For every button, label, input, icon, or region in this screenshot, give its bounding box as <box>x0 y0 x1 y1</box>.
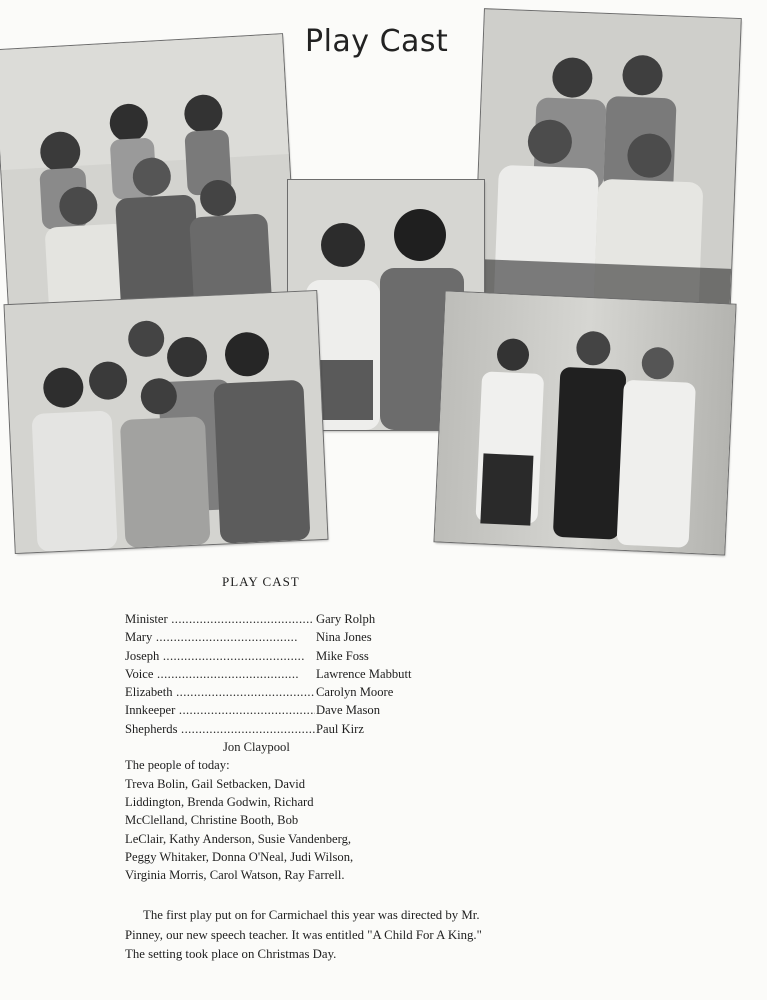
cast-actor: Lawrence Mabbutt <box>316 666 412 681</box>
cast-list <box>125 612 412 886</box>
people-line: Liddington, Brenda Godwin, Richard <box>125 794 314 809</box>
description-paragraph <box>125 906 645 965</box>
cast-role: Joseph ..... <box>125 649 315 664</box>
cast-role: Voice ..... <box>125 667 315 682</box>
cast-row <box>125 612 376 630</box>
page-title: Play Cast <box>305 24 449 59</box>
paragraph-line: Pinney, our new speech teacher. It was entitled "A Child For A King." <box>125 927 482 942</box>
people-line: Peggy Whitaker, Donna O'Neal, Judi Wilson, <box>125 849 354 864</box>
caption-heading: PLAY CAST <box>222 574 300 589</box>
extra-shepherd: Jon Claypool <box>223 740 290 755</box>
cast-row <box>125 721 364 740</box>
cast-row <box>125 648 369 667</box>
people-line: Virginia Morris, Carol Watson, Ray Farrell. <box>125 868 345 883</box>
cast-actor: Nina Jones <box>316 630 372 645</box>
people-line: McClelland, Christine Booth, Bob <box>125 813 299 828</box>
group-photo-bottom-left <box>5 291 328 553</box>
paragraph-line: The first play put on for Carmichael this year was directed by Mr. <box>143 908 480 922</box>
group-photo-top-right <box>473 9 741 324</box>
cast-row <box>125 666 412 685</box>
paragraph-line: The setting took place on Christmas Day. <box>125 947 337 961</box>
cast-actor: Dave Mason <box>316 703 381 718</box>
cast-role: Elizabeth ..... <box>125 685 315 700</box>
people-heading: The people of today: <box>125 758 230 773</box>
people-line: Treva Bolin, Gail Setbacken, David <box>125 776 306 791</box>
cast-actor: Mike Foss <box>316 648 369 663</box>
cast-row <box>125 630 372 648</box>
cast-actor: Paul Kirz <box>316 721 364 736</box>
people-line: LeClair, Kathy Anderson, Susie Vandenberg, <box>125 831 352 846</box>
group-photo-top-left <box>0 34 297 326</box>
cast-row <box>125 685 394 703</box>
cast-role: Innkeeper ..... <box>125 703 315 718</box>
cast-row <box>125 703 381 721</box>
cast-role: Shepherds ..... <box>125 722 315 737</box>
cast-role: Mary ..... <box>125 630 315 645</box>
cast-actor: Carolyn Moore <box>316 685 394 700</box>
cast-actor: Gary Rolph <box>316 612 376 626</box>
cast-role: Minister ..... <box>125 612 315 627</box>
stage-photo-bottom-right <box>434 292 735 555</box>
